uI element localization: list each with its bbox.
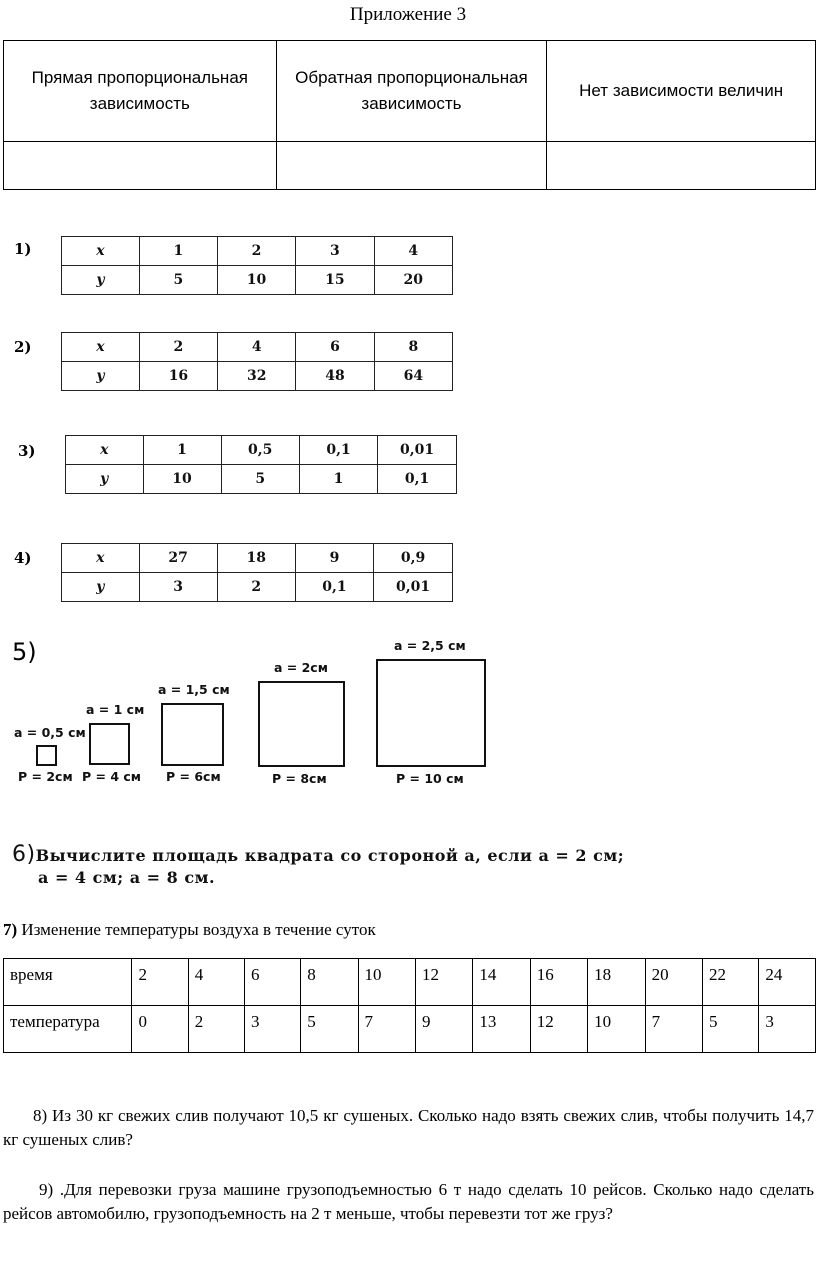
table-cell: 4 (188, 959, 244, 1006)
table-row (62, 544, 453, 573)
table-cell: 20 (374, 266, 452, 295)
table-3 (65, 435, 457, 494)
table-cell: 2 (132, 959, 188, 1006)
table-row (62, 237, 453, 266)
task-6 (12, 842, 632, 867)
square-3-perimeter-label: P = 6см (166, 769, 221, 784)
header-no-dependence: Нет зависимости величин (547, 41, 816, 142)
table-cell: 10 (358, 959, 415, 1006)
table-row (66, 436, 457, 465)
table-cell: 13 (473, 1006, 530, 1053)
page-title: Приложение 3 (349, 4, 467, 25)
table-cell: 48 (296, 362, 374, 391)
table-cell: 3 (759, 1006, 816, 1053)
table-cell: 10 (143, 465, 221, 494)
table-cell: x (62, 333, 140, 362)
classification-table (3, 40, 816, 190)
task-6-line-1: Вычислите площадь квадрата со стороной a, если a = 2 см; (35, 846, 625, 865)
table-cell: 5 (702, 1006, 758, 1053)
table-cell: 24 (759, 959, 816, 1006)
task-9: 9) .Для перевозки груза машине грузоподъемностью 6 т надо сделать 10 рейсов. Сколько надо сделать рейсов автомобилю, грузоподъемность на 2 т меньше, чтобы перевезти тот же груз? (3, 1180, 814, 1223)
table-4 (61, 543, 453, 602)
table-cell: 0,1 (378, 465, 457, 494)
table-cell: 9 (415, 1006, 472, 1053)
table-cell: 16 (530, 959, 587, 1006)
table-cell: 0 (132, 1006, 188, 1053)
square-4 (258, 681, 345, 767)
table-cell: 2 (188, 1006, 244, 1053)
table-cell: y (62, 266, 140, 295)
table-cell: x (62, 544, 140, 573)
table-1-label: 1) (14, 240, 32, 258)
header-direct-proportion: Прямая пропорциональная зависимость (4, 41, 277, 142)
table-cell: 3 (245, 1006, 301, 1053)
square-1-side-label: a = 0,5 см (14, 725, 86, 740)
table-row (62, 573, 453, 602)
table-cell: 2 (217, 237, 295, 266)
table-cell: 6 (296, 333, 374, 362)
table-cell: x (66, 436, 144, 465)
table-row (66, 465, 457, 494)
header-inverse-proportion: Обратная пропорциональная зависимость (276, 41, 547, 142)
table-cell: 5 (139, 266, 217, 295)
table-cell: 1 (143, 436, 221, 465)
answer-cell-direct[interactable] (4, 142, 277, 190)
square-5 (376, 659, 486, 767)
square-4-side-label: a = 2см (274, 660, 328, 675)
table-1 (61, 236, 453, 295)
temperature-table (3, 958, 816, 1053)
square-1 (36, 745, 57, 766)
table-cell: 15 (296, 266, 374, 295)
table-cell: 32 (218, 362, 296, 391)
table-cell: 12 (530, 1006, 587, 1053)
square-1-perimeter-label: P = 2см (18, 769, 73, 784)
table-cell: температура (4, 1006, 132, 1053)
table-cell: 27 (139, 544, 217, 573)
table-cell: 12 (415, 959, 472, 1006)
table-cell: 2 (139, 333, 217, 362)
task-7-heading (3, 920, 376, 940)
answer-cell-inverse[interactable] (276, 142, 547, 190)
table-cell: 22 (702, 959, 758, 1006)
square-5-side-label: a = 2,5 см (394, 638, 466, 653)
table-row (4, 1006, 816, 1053)
task-6-label: 6) (12, 842, 36, 867)
task-6-line-2: a = 4 см; a = 8 см. (38, 868, 216, 887)
table-cell: 18 (588, 959, 645, 1006)
table-cell: 3 (296, 237, 374, 266)
table-2-label: 2) (14, 338, 32, 356)
table-cell: 0,1 (295, 573, 373, 602)
table-cell: 4 (374, 237, 452, 266)
table-cell: 10 (588, 1006, 645, 1053)
table-cell: 5 (221, 465, 299, 494)
answer-cell-none[interactable] (547, 142, 816, 190)
table-cell: 0,1 (299, 436, 377, 465)
square-2 (89, 723, 130, 765)
task-8: 8) Из 30 кг свежих слив получают 10,5 кг сушеных. Сколько надо взять свежих слив, чтобы получить 14,7 кг сушеных слив? (3, 1106, 814, 1149)
table-cell: 10 (217, 266, 295, 295)
table-row (62, 362, 453, 391)
table-cell: 64 (374, 362, 452, 391)
table-row (62, 266, 453, 295)
table-cell: 1 (139, 237, 217, 266)
table-cell: 0,01 (374, 573, 453, 602)
table-cell: 0,9 (374, 544, 453, 573)
table-cell: 0,5 (221, 436, 299, 465)
table-cell: 7 (358, 1006, 415, 1053)
table-cell: 20 (645, 959, 702, 1006)
table-cell: 16 (139, 362, 217, 391)
table-2 (61, 332, 453, 391)
table-cell: 18 (217, 544, 295, 573)
table-4-label: 4) (14, 549, 32, 567)
table-cell: 14 (473, 959, 530, 1006)
table-cell: 6 (245, 959, 301, 1006)
table-cell: 9 (295, 544, 373, 573)
table-row (62, 333, 453, 362)
square-3 (161, 703, 224, 766)
table-cell: x (62, 237, 140, 266)
square-3-side-label: a = 1,5 см (158, 682, 230, 697)
table-cell: 2 (217, 573, 295, 602)
table-row (4, 959, 816, 1006)
table-cell: 8 (374, 333, 452, 362)
table-cell: 3 (139, 573, 217, 602)
task-7-label: 7) (3, 920, 18, 939)
table-cell: 7 (645, 1006, 702, 1053)
square-2-perimeter-label: P = 4 см (82, 769, 142, 784)
square-4-perimeter-label: P = 8см (272, 771, 327, 786)
task-5-label: 5) (12, 638, 37, 666)
table-cell: 8 (301, 959, 358, 1006)
square-2-side-label: a = 1 см (86, 702, 145, 717)
table-3-label: 3) (18, 442, 36, 460)
table-cell: время (4, 959, 132, 1006)
table-cell: 5 (301, 1006, 358, 1053)
table-cell: 4 (218, 333, 296, 362)
table-cell: y (62, 362, 140, 391)
table-cell: y (66, 465, 144, 494)
table-cell: 1 (299, 465, 377, 494)
table-cell: 0,01 (378, 436, 457, 465)
table-cell: y (62, 573, 140, 602)
square-5-perimeter-label: P = 10 см (396, 771, 464, 786)
task-7-title: Изменение температуры воздуха в течение суток (21, 920, 376, 939)
